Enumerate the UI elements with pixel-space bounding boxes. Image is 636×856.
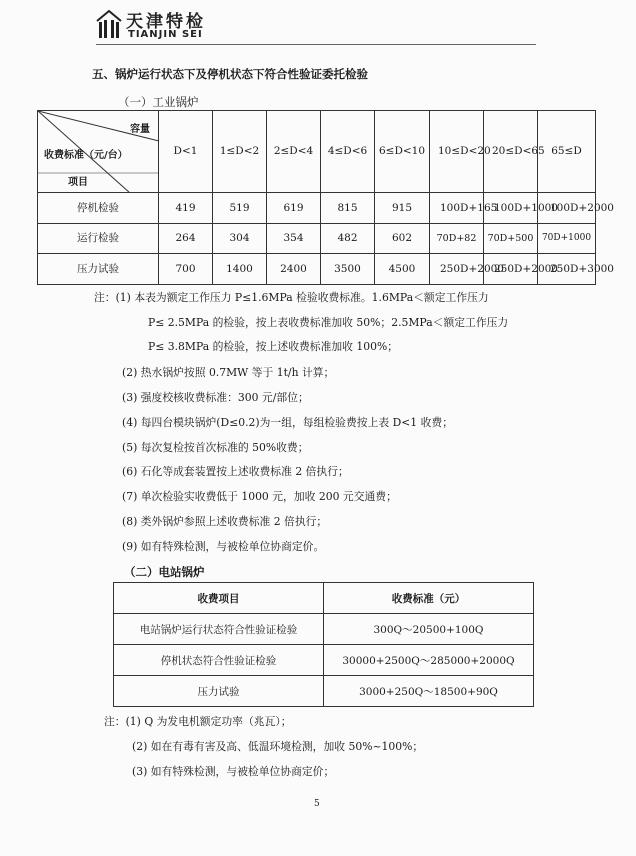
- table-cell: 70D+500: [484, 224, 538, 254]
- table-cell: 70D+1000: [538, 224, 596, 254]
- column-header: 收费项目: [114, 583, 324, 614]
- note-line: (9) 如有特殊检测，与被检单位协商定价。: [122, 540, 325, 553]
- note-line: 注：(1) Q 为发电机额定功率（兆瓦）；: [104, 715, 292, 728]
- item-label: 项目: [68, 177, 88, 188]
- table-corner-header: [38, 111, 159, 193]
- table-cell: 100D+2000: [538, 193, 596, 224]
- capacity-label: 容量: [130, 124, 150, 135]
- note-line: P≤ 3.8MPa 的检验，按上述收费标准加收 100%；: [148, 340, 399, 353]
- table-cell: 30000+2500Q～285000+2000Q: [324, 645, 534, 676]
- note-line: P≤ 2.5MPa 的检验，按上表收费标准加收 50%；2.5MPa＜额定工作压力: [148, 316, 509, 329]
- table-cell: 4500: [375, 254, 430, 285]
- column-header: 20≤D<65: [484, 111, 538, 193]
- table-cell: 700: [159, 254, 213, 285]
- note-line: (3) 强度校核收费标准：300 元/部位；: [122, 391, 309, 404]
- power-fee-table: [113, 582, 534, 707]
- note-line: 注：(1) 本表为额定工作压力 P≤1.6MPa 检验收费标准。1.6MPa＜额定工作压力: [94, 291, 489, 304]
- column-header: 1≤D<2: [213, 111, 267, 193]
- table-cell: 3500: [321, 254, 375, 285]
- note-line: (5) 每次复检按首次标准的 50%收费；: [122, 441, 309, 454]
- table-cell: 2400: [267, 254, 321, 285]
- table-cell: 915: [375, 193, 430, 224]
- table-cell: 815: [321, 193, 375, 224]
- table-cell: 619: [267, 193, 321, 224]
- note-line: (4) 每四台模块锅炉(D≤0.2)为一组，每组检验费按上表 D<1 收费；: [122, 416, 453, 429]
- logo-english-text: TIANJIN SEI: [128, 29, 203, 40]
- logo-icon: [96, 9, 122, 39]
- column-header: 10≤D<20: [430, 111, 484, 193]
- table-cell: 519: [213, 193, 267, 224]
- note-line: (7) 单次检验实收费低于 1000 元，加收 200 元交通费；: [122, 490, 397, 503]
- table-cell: 停机状态符合性验证检验: [114, 645, 324, 676]
- table-row: [38, 224, 596, 254]
- industrial-fee-table: [37, 110, 614, 285]
- table-cell: 304: [213, 224, 267, 254]
- table-row: [38, 193, 596, 224]
- table-cell: 100D+1000: [484, 193, 538, 224]
- note-line: (8) 类外锅炉参照上述收费标准 2 倍执行；: [122, 515, 328, 528]
- column-header: D<1: [159, 111, 213, 193]
- table-cell: 419: [159, 193, 213, 224]
- note-line: (2) 热水锅炉按照 0.7MW 等于 1t/h 计算；: [122, 366, 335, 379]
- note-line: (3) 如有特殊检测，与被检单位协商定价；: [132, 765, 335, 778]
- row-label: 运行检验: [38, 224, 159, 254]
- logo-chinese-text: 天津特检: [126, 12, 206, 32]
- row-label: 停机检验: [38, 193, 159, 224]
- table-cell: 100D+165: [430, 193, 484, 224]
- table-cell: 482: [321, 224, 375, 254]
- table-cell: 1400: [213, 254, 267, 285]
- table-row: [114, 676, 534, 707]
- table-cell: 250D+2000: [484, 254, 538, 285]
- table-cell: 压力试验: [114, 676, 324, 707]
- table-row: [114, 645, 534, 676]
- header-divider: [96, 44, 536, 45]
- column-header: 6≤D<10: [375, 111, 430, 193]
- column-header: 收费标准（元）: [324, 583, 534, 614]
- power-subtitle: （二）电站锅炉: [124, 565, 205, 579]
- table-cell: 250D+2000: [430, 254, 484, 285]
- page-number: 5: [314, 799, 320, 809]
- table-header-row: [114, 583, 534, 614]
- table-cell: 354: [267, 224, 321, 254]
- table-cell: 电站锅炉运行状态符合性验证检验: [114, 614, 324, 645]
- note-line: (6) 石化等成套装置按上述收费标准 2 倍执行；: [122, 465, 349, 478]
- table-row: [38, 254, 596, 285]
- table-cell: 300Q～20500+100Q: [324, 614, 534, 645]
- fee-label: 收费标准（元/台）: [44, 150, 128, 161]
- table-cell: 3000+250Q～18500+90Q: [324, 676, 534, 707]
- note-line: (2) 如在有毒有害及高、低温环境检测，加收 50%~100%；: [132, 740, 424, 753]
- industrial-subtitle: （一）工业锅炉: [118, 95, 199, 109]
- column-header: 4≤D<6: [321, 111, 375, 193]
- table-cell: 602: [375, 224, 430, 254]
- table-cell: 264: [159, 224, 213, 254]
- row-label: 压力试验: [38, 254, 159, 285]
- column-header: 2≤D<4: [267, 111, 321, 193]
- table-cell: 70D+82: [430, 224, 484, 254]
- section-title: 五、锅炉运行状态下及停机状态下符合性验证委托检验: [92, 67, 368, 81]
- column-header: 65≤D: [538, 111, 596, 193]
- table-row: [114, 614, 534, 645]
- table-cell: 250D+3000: [538, 254, 596, 285]
